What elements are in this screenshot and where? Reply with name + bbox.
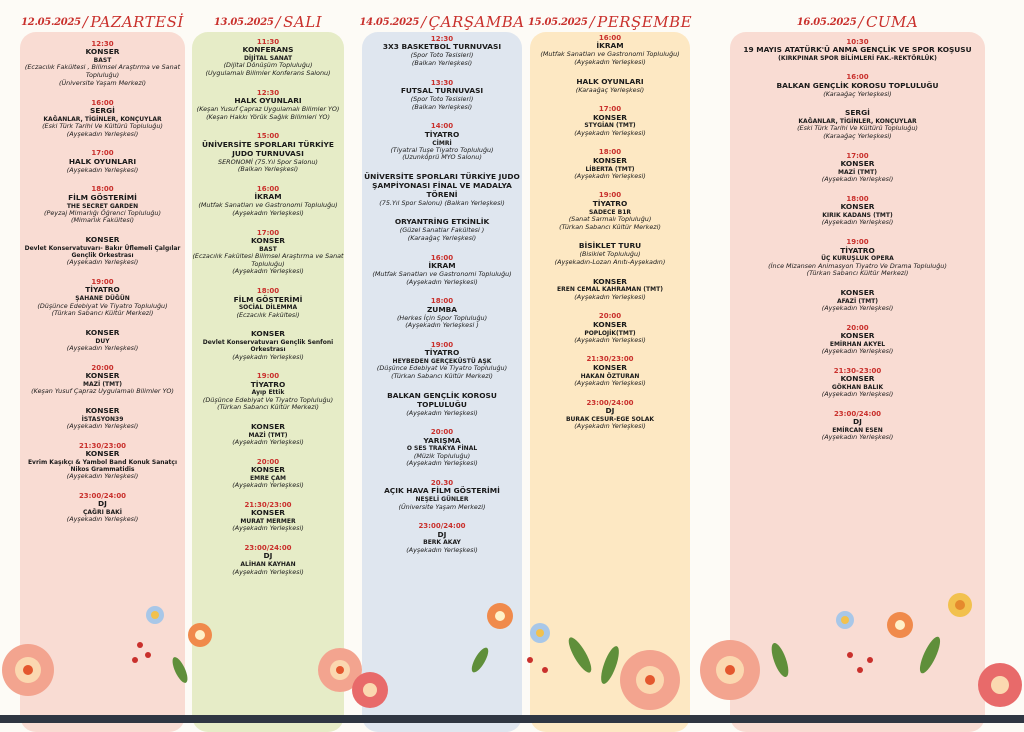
event-item bbox=[730, 324, 985, 356]
event-sub: MAZİ (TMT) bbox=[248, 431, 288, 439]
event-item bbox=[20, 149, 185, 174]
event-venue: (Ayşekadın Yerleşkesi) bbox=[821, 175, 894, 184]
event-venue: (Ayşekadın Yerleşkesi) bbox=[66, 129, 139, 138]
event-title: DJ bbox=[437, 529, 447, 539]
event-time: 15:00 bbox=[256, 132, 280, 141]
event-item bbox=[730, 289, 985, 313]
event-venue: (Ayşekadın Yerleşkesi) bbox=[66, 421, 139, 430]
event-time: 19:00 bbox=[256, 372, 280, 381]
event-title: KONSER bbox=[593, 276, 627, 286]
event-venue: (Ayşekadın Yerleşkesi) bbox=[232, 481, 304, 490]
event-sub: AFAZİ (TMT) bbox=[836, 297, 878, 305]
event-item bbox=[730, 367, 985, 399]
event-sub: EREN CEMAL KAHRAMAN (TMT) bbox=[557, 286, 663, 294]
event-venue: (Uygulamalı Bilimler Konferans Salonu) bbox=[205, 69, 331, 78]
event-sub: Evrim Kaşıkçı & Yambol Band Konuk Sanatçı Nikos Grammatidis bbox=[27, 458, 178, 473]
event-title: KONSER bbox=[593, 362, 627, 372]
event-venue: (Ayşekadın Yerleşkesi) bbox=[406, 408, 478, 417]
event-item bbox=[530, 148, 690, 180]
event-sub: DUY bbox=[95, 337, 110, 345]
event-item bbox=[730, 238, 985, 278]
event-sub: POPLOJİK(TMT) bbox=[584, 329, 636, 337]
day-panel-wednesday bbox=[362, 32, 522, 732]
bottom-bar bbox=[0, 715, 1024, 723]
event-org: (Düşünce Edebiyat Ve Tiyatro Topluluğu) bbox=[376, 364, 508, 373]
event-title: KONSER bbox=[593, 319, 627, 329]
event-venue: (Ayşekadın Yerleşkesi ) bbox=[405, 321, 479, 330]
event-title: TİYATRO bbox=[592, 198, 628, 208]
event-time: 19:00 bbox=[598, 191, 622, 200]
event-time: 20:00 bbox=[256, 457, 280, 466]
event-venue: (Ayşekadın Yerleşkesi) bbox=[574, 57, 646, 66]
event-time: 18:00 bbox=[91, 185, 114, 194]
event-venue: (Balkan Yerleşkesi) bbox=[237, 165, 299, 174]
event-item bbox=[192, 372, 344, 412]
event-title: SERGİ bbox=[845, 108, 870, 118]
event-venue: (Ayşekadın Yerleşkesi) bbox=[821, 304, 894, 313]
event-org: (Herkes İçin Spor Topluluğu) bbox=[396, 313, 488, 322]
event-item bbox=[20, 407, 185, 431]
event-sub: (KIRKPINAR SPOR BİLİMLERİ FAK.-REKTÖRLÜK) bbox=[778, 55, 937, 63]
event-list bbox=[530, 34, 690, 442]
event-time: 21:30/23:00 bbox=[586, 355, 634, 364]
event-sub: MAZİ (TMT) bbox=[838, 169, 877, 177]
event-org: (Eski Türk Tarihi Ve Kültürü Topluluğu) bbox=[797, 124, 918, 133]
event-item bbox=[362, 254, 522, 287]
event-sub: BAST bbox=[93, 57, 112, 65]
event-title: BİSİKLET TURU bbox=[578, 241, 642, 251]
day-panel-monday bbox=[20, 32, 185, 732]
event-venue: (Ayşekadın Yerleşkesi) bbox=[406, 545, 478, 554]
event-title: 3X3 BASKETBOL TURNUVASI bbox=[382, 42, 502, 52]
event-title: FUTSAL TURNUVASI bbox=[400, 86, 484, 96]
event-org: (Müzik Topluluğu) bbox=[413, 451, 471, 460]
event-title: HALK OYUNLARI bbox=[68, 156, 137, 166]
event-venue: (Mimarlık Fakültesi) bbox=[71, 216, 134, 225]
event-time: 23:00/24:00 bbox=[418, 522, 466, 531]
event-title: KONSER bbox=[251, 236, 285, 246]
event-venue: (Ayşekadın Yerleşkesi) bbox=[406, 277, 478, 286]
event-venue: (Keşan Hakkı Yörük Sağlık Bilimleri YO) bbox=[206, 112, 330, 121]
event-sub: SOCİAL DİLEMMA bbox=[238, 304, 298, 312]
event-sub: EMRE ÇAM bbox=[250, 475, 286, 483]
event-item bbox=[192, 38, 344, 78]
event-time: 11:30 bbox=[256, 38, 280, 46]
event-item bbox=[362, 297, 522, 330]
event-sub: KAĞANLAR, TİGİNLER, KONÇUYLAR bbox=[43, 115, 162, 123]
event-title: DJ bbox=[263, 551, 273, 561]
event-time: 20:00 bbox=[846, 323, 869, 332]
event-sub: LİBERTA (TMT) bbox=[585, 165, 635, 173]
event-item bbox=[192, 229, 344, 277]
event-list bbox=[730, 38, 985, 453]
event-venue: (Ayşekadın Yerleşkesi) bbox=[232, 208, 304, 217]
event-time: 20:00 bbox=[598, 312, 622, 321]
event-title: DJ bbox=[605, 405, 615, 415]
event-item bbox=[730, 109, 985, 140]
event-title: KONSER bbox=[593, 112, 627, 122]
event-time: 21:30-23:00 bbox=[833, 366, 882, 375]
event-title: ÜNİVERSİTE SPORLARI TÜRKİYE JUDO ŞAMPİYONASI FİNAL VE MADALYA TÖRENİ bbox=[364, 172, 520, 199]
event-venue: (Ayşekadın Yerleşkesi) bbox=[232, 524, 304, 533]
event-time: 18:00 bbox=[846, 194, 869, 203]
event-time: 21:30/23:00 bbox=[244, 500, 292, 509]
event-org: (Sanat Sarmalı Topluluğu) bbox=[568, 214, 652, 223]
event-venue: (Ayşekadın-Lozan Anıtı-Ayşekadın) bbox=[554, 257, 666, 266]
event-venue: (Ayşekadın Yerleşkesi) bbox=[232, 438, 304, 447]
event-item bbox=[730, 195, 985, 227]
event-item bbox=[20, 99, 185, 139]
event-org: (Mutfak Sanatları ve Gastronomi Topluluğu) bbox=[372, 269, 512, 278]
event-time: 12:30 bbox=[256, 88, 280, 97]
event-time: 17:00 bbox=[256, 228, 280, 237]
day-date: 14.05.2025 bbox=[359, 16, 420, 28]
event-item bbox=[192, 423, 344, 447]
event-title: KONSER bbox=[85, 235, 120, 245]
event-title: HALK OYUNLARI bbox=[234, 96, 302, 106]
event-item bbox=[192, 132, 344, 174]
event-time: 23:00/24:00 bbox=[833, 409, 882, 418]
event-title: ORYANTRİNG ETKİNLİK bbox=[394, 217, 490, 227]
day-name: PAZARTESİ bbox=[90, 13, 184, 31]
event-title: AÇIK HAVA FİLM GÖSTERİMİ bbox=[384, 486, 500, 496]
event-time: 16:00 bbox=[430, 253, 454, 262]
event-title: KONSER bbox=[85, 405, 120, 415]
event-item bbox=[362, 392, 522, 417]
event-item bbox=[362, 35, 522, 68]
event-org: (Spor Toto Tesisleri) bbox=[410, 94, 474, 103]
event-title: TİYATRO bbox=[85, 285, 120, 295]
event-venue: (Ayşekadın Yerleşkesi) bbox=[232, 267, 304, 276]
event-time: 16:00 bbox=[256, 184, 280, 193]
event-title: SERGİ bbox=[90, 105, 115, 115]
event-item bbox=[530, 191, 690, 231]
event-item bbox=[20, 492, 185, 524]
event-venue: (Ayşekadın Yerleşkesi) bbox=[232, 352, 304, 361]
event-title: HALK OYUNLARI bbox=[576, 76, 644, 86]
event-venue: (Karaağaç Yerleşkesi) bbox=[407, 233, 477, 242]
event-org: (Dijital Dönüşüm Topluluğu) bbox=[223, 61, 313, 70]
event-venue: (Ayşekadın Yerleşkesi) bbox=[574, 171, 646, 180]
event-venue: (Üniversite Yaşam Merkezi) bbox=[59, 78, 146, 87]
event-item bbox=[530, 78, 690, 95]
day-header-thursday: 15.05.2025 / PERŞEMBE bbox=[527, 13, 693, 31]
event-item bbox=[20, 278, 185, 318]
event-item bbox=[20, 364, 185, 396]
event-venue: (Ayşekadın Yerleşkesi) bbox=[66, 165, 139, 174]
event-item bbox=[362, 79, 522, 112]
event-venue: (Ayşekadın Yerleşkesi) bbox=[66, 258, 139, 267]
event-title: BALKAN GENÇLİK KOROSU TOPLULUĞU bbox=[387, 390, 497, 409]
event-org: (Keşan Yusuf Çapraz Uygulamalı Bilimler YO) bbox=[196, 105, 340, 114]
event-title: TİYATRO bbox=[424, 348, 460, 358]
event-org: (Güzel Sanatlar Fakültesi ) bbox=[399, 226, 485, 235]
event-venue: (Ayşekadın Yerleşkesi) bbox=[66, 343, 139, 352]
event-sub: BERK AKAY bbox=[423, 539, 461, 547]
event-sub: NEŞELİ GÜNLER bbox=[415, 496, 469, 504]
event-item bbox=[192, 89, 344, 122]
event-venue: (Karaağaç Yerleşkesi) bbox=[575, 85, 645, 94]
event-venue: (Ayşekadın Yerleşkesi) bbox=[66, 472, 139, 481]
day-name: ÇARŞAMBA bbox=[428, 13, 525, 31]
event-sub: ŞAHANE DÜĞÜN bbox=[75, 295, 130, 303]
event-org: (Eski Türk Tarihi Ve Kültürü Topluluğu) bbox=[42, 121, 163, 130]
event-title: KONFERANS bbox=[242, 45, 294, 55]
day-date: 15.05.2025 bbox=[527, 16, 588, 28]
event-org: (Peyzaj Mimarlığı Öğrenci Topluluğu) bbox=[44, 208, 161, 217]
event-time: 21:30/23:00 bbox=[78, 441, 127, 450]
event-venue: (Ayşekadın Yerleşkesi) bbox=[821, 347, 894, 356]
event-title: İKRAM bbox=[254, 192, 282, 202]
event-org: (Düşünce Edebiyat Ve Tiyatro Topluluğu) bbox=[37, 301, 168, 310]
event-list bbox=[192, 38, 344, 587]
event-title: DJ bbox=[853, 417, 862, 427]
event-org: (Eczacılık Fakültesi , Bilimsel Araştırma ve Sanat Topluluğu) bbox=[24, 63, 181, 80]
event-item bbox=[362, 218, 522, 242]
event-sub: MURAT MERMER bbox=[240, 518, 296, 526]
event-title: KONSER bbox=[840, 331, 875, 341]
event-item bbox=[530, 278, 690, 302]
event-title: KONSER bbox=[593, 155, 627, 165]
event-item bbox=[362, 428, 522, 468]
event-venue: (75.Yıl Spor Salonu) (Balkan Yerleşkesi) bbox=[379, 198, 505, 207]
event-time: 19:00 bbox=[430, 340, 454, 349]
event-item bbox=[362, 341, 522, 381]
event-venue: (Üniversite Yaşam Merkezi) bbox=[398, 502, 486, 511]
event-title: İKRAM bbox=[428, 261, 456, 271]
event-org: (Eczacılık Fakültesi Bilimsel Araştırma ve Sanat Topluluğu) bbox=[192, 252, 344, 268]
event-time: 13:30 bbox=[430, 78, 454, 87]
event-title: DJ bbox=[98, 499, 107, 509]
event-venue: (Balkan Yerleşkesi) bbox=[411, 58, 473, 67]
event-sub: KAĞANLAR, TİGİNLER, KONÇUYLAR bbox=[798, 118, 917, 126]
event-time: 23:00/24:00 bbox=[78, 491, 127, 500]
event-sub: THE SECRET GARDEN bbox=[66, 202, 139, 210]
day-name: CUMA bbox=[865, 13, 919, 31]
event-venue: (Keşan Yusuf Çapraz Uygulamalı Bilimler YO) bbox=[31, 387, 174, 396]
event-item bbox=[730, 73, 985, 98]
event-venue: (Ayşekadın Yerleşkesi) bbox=[821, 218, 894, 227]
event-venue: (Türkan Sabancı Kültür Merkezi) bbox=[559, 222, 661, 231]
day-date: 12.05.2025 bbox=[21, 16, 81, 28]
event-sub: ÜÇ KURUŞLUK OPERA bbox=[821, 255, 894, 263]
event-title: KONSER bbox=[85, 47, 120, 57]
day-panel-tuesday bbox=[192, 32, 344, 732]
event-sub: HEYBEDEN GERÇEKÜSTÜ AŞK bbox=[392, 358, 492, 366]
event-title: KONSER bbox=[840, 287, 875, 297]
event-item bbox=[20, 40, 185, 88]
event-list bbox=[362, 35, 522, 565]
event-sub: EMİRHAN AKYEL bbox=[829, 340, 886, 348]
event-title: KONSER bbox=[251, 422, 285, 432]
event-venue: (Türkan Sabancı Kültür Merkezi) bbox=[806, 269, 909, 278]
event-sub: HAKAN ÖZTURAN bbox=[580, 372, 640, 380]
event-venue: (Balkan Yerleşkesi) bbox=[411, 102, 473, 111]
event-venue: (Ayşekadın Yerleşkesi) bbox=[66, 515, 139, 524]
event-title: TİYATRO bbox=[840, 245, 875, 255]
day-header-monday: 12.05.2025 / PAZARTESİ bbox=[21, 13, 184, 31]
event-org: SERONOMİ (75.Yıl Spor Salonu) bbox=[218, 157, 318, 166]
event-org: (Mutfak Sanatları ve Gastronomi Topluluğu) bbox=[540, 50, 680, 59]
event-time: 20.30 bbox=[430, 479, 454, 488]
event-venue: (Ayşekadın Yerleşkesi) bbox=[821, 390, 894, 399]
event-item bbox=[20, 442, 185, 481]
event-venue: (Uzunköprü MYO Salonu) bbox=[402, 153, 482, 162]
event-title: ÜNİVERSİTE SPORLARI TÜRKİYE JUDO TURNUVASI bbox=[202, 139, 334, 158]
day-header-friday: 16.05.2025 / CUMA bbox=[796, 13, 919, 31]
event-venue: (Ayşekadın Yerleşkesi) bbox=[574, 378, 646, 387]
event-time: 18:00 bbox=[430, 297, 454, 306]
event-title: TİYATRO bbox=[250, 379, 286, 389]
event-item bbox=[530, 34, 690, 67]
event-title: FİLM GÖSTERİMİ bbox=[233, 294, 303, 304]
event-time: 12:30 bbox=[91, 40, 114, 48]
event-time: 16:00 bbox=[598, 34, 622, 42]
day-panel-thursday bbox=[530, 32, 690, 732]
event-venue: (Karaağaç Yerleşkesi) bbox=[823, 132, 892, 141]
event-item bbox=[530, 312, 690, 344]
event-item bbox=[362, 122, 522, 162]
event-item bbox=[20, 329, 185, 353]
event-title: KONSER bbox=[840, 202, 875, 212]
event-title: BALKAN GENÇLİK KOROSU TOPLULUĞU bbox=[776, 80, 939, 90]
event-item bbox=[730, 410, 985, 442]
day-panel-friday bbox=[730, 32, 985, 732]
event-venue: (Türkan Sabancı Kültür Merkezi) bbox=[51, 309, 154, 318]
event-title: YARIŞMA bbox=[423, 435, 461, 445]
event-org: (İnce Mizansen Animasyon Tiyatro Ve Drama Topluluğu) bbox=[768, 261, 947, 270]
event-title: KONSER bbox=[85, 448, 120, 458]
event-item bbox=[192, 458, 344, 490]
event-time: 19:00 bbox=[91, 278, 114, 287]
event-item bbox=[362, 522, 522, 554]
event-sub: CİMRİ bbox=[432, 139, 452, 147]
event-title: TİYATRO bbox=[424, 129, 460, 139]
day-date: 16.05.2025 bbox=[796, 16, 857, 28]
event-sub: SADECE B1R bbox=[588, 208, 631, 216]
event-title: ZUMBA bbox=[426, 304, 458, 314]
event-title: KONSER bbox=[85, 327, 120, 337]
event-sub: STYGİAN (TMT) bbox=[584, 122, 636, 130]
event-venue: (Türkan Sabancı Kültür Merkezi) bbox=[391, 372, 493, 381]
event-title: 19 MAYIS ATATÜRK'Ü ANMA GENÇLİK VE SPOR KOŞUSU bbox=[743, 45, 972, 55]
event-sub: KIRIK KADANS (TMT) bbox=[822, 212, 893, 220]
event-org: (Bisiklet Topluluğu) bbox=[579, 250, 641, 259]
event-venue: (Ayşekadın Yerleşkesi) bbox=[574, 128, 646, 137]
event-venue: (Eczacılık Fakültesi) bbox=[236, 310, 300, 319]
event-item bbox=[362, 173, 522, 207]
event-time: 19:00 bbox=[846, 238, 869, 247]
event-sub: BURAK CESUR-EGE SOLAK bbox=[565, 415, 654, 423]
event-item bbox=[530, 399, 690, 431]
event-item bbox=[362, 479, 522, 511]
event-title: KONSER bbox=[840, 159, 875, 169]
event-title: KONSER bbox=[840, 374, 875, 384]
event-venue: (Ayşekadın Yerleşkesi) bbox=[821, 433, 894, 442]
day-name: SALI bbox=[283, 13, 323, 31]
day-name: PERŞEMBE bbox=[597, 13, 693, 31]
event-sub: DİJİTAL SANAT bbox=[243, 55, 293, 63]
event-time: 12:30 bbox=[430, 35, 454, 43]
event-venue: (Türkan Sabancı Kültür Merkezi) bbox=[217, 403, 319, 412]
event-item bbox=[730, 38, 985, 62]
event-time: 17:00 bbox=[846, 151, 869, 160]
event-sub: Devlet Konservatuvarı- Bakır Üflemeli Çalgılar Gençlik Orkestrası bbox=[24, 245, 181, 260]
event-item bbox=[530, 105, 690, 137]
event-org: (Tiyatral Tuşe Tiyatro Topluluğu) bbox=[390, 145, 494, 154]
day-header-wednesday: 14.05.2025 / ÇARŞAMBA bbox=[359, 13, 525, 31]
event-sub: Devlet Konservatuvarı Gençlik Senfoni Orkestrası bbox=[202, 339, 334, 354]
event-title: KONSER bbox=[85, 371, 120, 381]
event-title: KONSER bbox=[251, 465, 285, 475]
event-org: (Mutfak Sanatları ve Gastronomi Topluluğu) bbox=[198, 201, 338, 210]
event-time: 18:00 bbox=[256, 287, 280, 296]
event-time: 20:00 bbox=[91, 363, 114, 372]
event-item bbox=[730, 152, 985, 184]
event-venue: (Ayşekadın Yerleşkesi) bbox=[574, 335, 646, 344]
event-time: 18:00 bbox=[598, 148, 622, 157]
event-time: 17:00 bbox=[91, 149, 114, 158]
event-item bbox=[192, 185, 344, 218]
event-time: 20:00 bbox=[430, 428, 454, 437]
event-sub: O SES TRAKYA FİNAL bbox=[406, 445, 478, 453]
event-time: 16:00 bbox=[846, 73, 869, 82]
event-title: İKRAM bbox=[596, 41, 624, 51]
event-item bbox=[530, 242, 690, 266]
event-venue: (Karaağaç Yerleşkesi) bbox=[823, 89, 892, 98]
event-venue: (Ayşekadın Yerleşkesi) bbox=[574, 422, 646, 431]
event-item bbox=[20, 185, 185, 225]
day-header-tuesday: 13.05.2025 / SALI bbox=[213, 13, 323, 31]
event-item bbox=[192, 501, 344, 533]
event-sub: ÇAĞRI BAKİ bbox=[82, 509, 122, 517]
event-sub: İSTASYON39 bbox=[81, 415, 124, 423]
event-item bbox=[192, 544, 344, 576]
event-title: KONSER bbox=[251, 508, 285, 518]
event-time: 10:30 bbox=[846, 38, 869, 46]
event-time: 16:00 bbox=[91, 98, 114, 107]
event-title: FİLM GÖSTERİMİ bbox=[68, 192, 137, 202]
event-sub: BAST bbox=[259, 245, 277, 253]
event-org: (Düşünce Edebiyat Ve Tiyatro Topluluğu) bbox=[202, 395, 334, 404]
event-venue: (Ayşekadın Yerleşkesi) bbox=[232, 567, 304, 576]
event-sub: GÖKHAN BALIK bbox=[831, 384, 884, 392]
event-sub: EMİRCAN ESEN bbox=[832, 427, 883, 435]
event-item bbox=[530, 355, 690, 387]
event-item bbox=[192, 330, 344, 361]
event-time: 17:00 bbox=[598, 105, 622, 114]
event-sub: MAZİ (TMT) bbox=[83, 380, 122, 388]
event-venue: (Ayşekadın Yerleşkesi) bbox=[406, 459, 478, 468]
event-time: 23:00/24:00 bbox=[586, 398, 634, 407]
event-venue: (Ayşekadın Yerleşkesi) bbox=[574, 292, 646, 301]
event-title: KONSER bbox=[251, 329, 285, 339]
day-date: 13.05.2025 bbox=[213, 16, 274, 28]
event-org: (Spor Toto Tesisleri) bbox=[410, 51, 474, 60]
event-sub: ALİHAN KAYHAN bbox=[240, 561, 296, 569]
event-item bbox=[20, 236, 185, 267]
event-time: 23:00/24:00 bbox=[244, 544, 292, 553]
event-item bbox=[192, 287, 344, 319]
event-sub: Ayıp Ettik bbox=[251, 389, 285, 397]
event-list bbox=[20, 40, 185, 535]
event-time: 14:00 bbox=[430, 122, 454, 131]
